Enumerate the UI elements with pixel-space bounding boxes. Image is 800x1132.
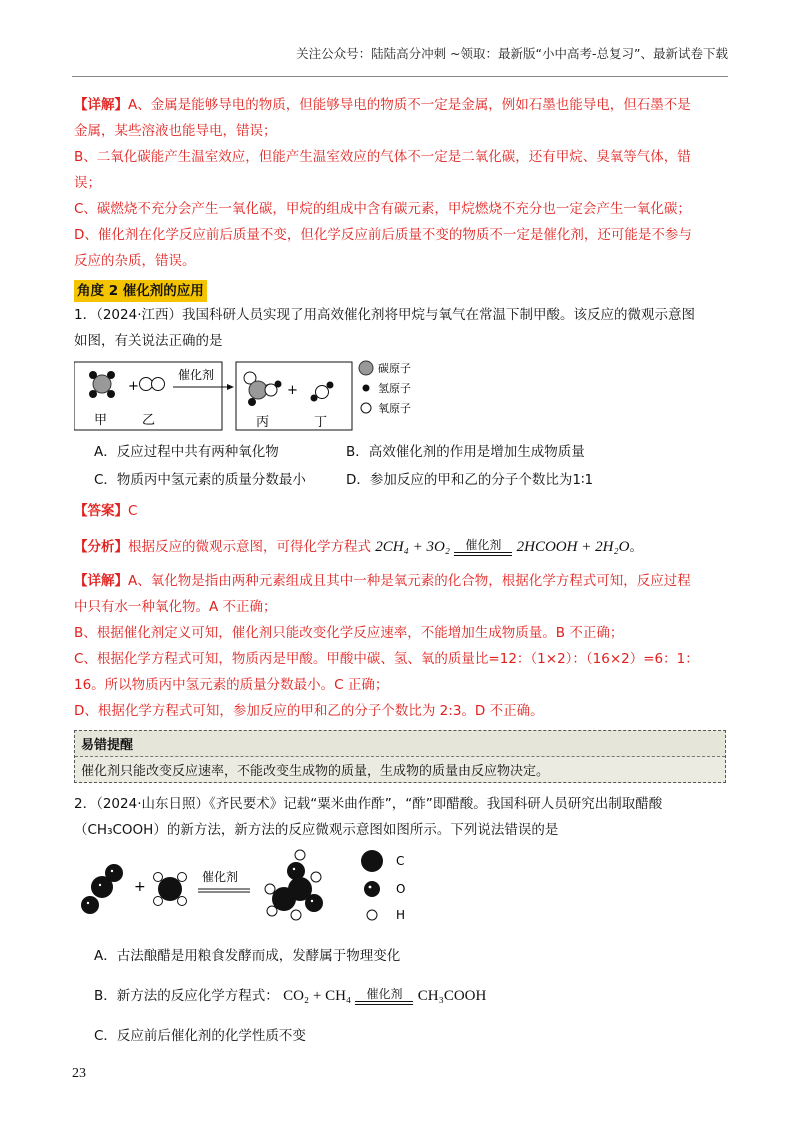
legend-oxygen: 氧原子: [378, 402, 411, 415]
q1-option-c[interactable]: C．物质丙中氢元素的质量分数最小: [94, 472, 306, 488]
q1-plus-2: +: [287, 383, 298, 398]
legend-carbon: 碳原子: [378, 362, 411, 375]
explain-c: C、碳燃烧不充分会产生一氧化碳，甲烷的组成中含有碳元素，甲烷燃烧不充分也一定会产生一氧化碳；: [74, 201, 691, 217]
explain-d-line1: D、催化剂在化学反应前后质量不变，但化学反应前后质量不变的物质不一定是催化剂，还可能是不参与: [74, 227, 692, 243]
co2-molecule: [81, 864, 123, 914]
acetic-acid-molecule: [265, 850, 323, 920]
main-content: [74, 92, 726, 1049]
header-divider: [72, 76, 728, 77]
page-header: 关注公众号：陆陆高分冲刺 ~领取：最新版“小中高考-总复习”、最新试卷下载: [296, 46, 728, 61]
q2-stem-line1: 2．（2024·山东日照）《齐民要术》记载“粟米曲作酢”，“酢”即醋酸。我国科研人员研究出制取醋酸: [74, 796, 663, 812]
q1-stem-line1: 1．（2024·江西）我国科研人员实现了用高效催化剂将甲烷与氧气在常温下制甲酸。该反应的微观示意图: [74, 307, 695, 323]
error-tip-box: [74, 730, 726, 783]
c-legend-icon: [361, 850, 383, 872]
q2-figure: [74, 847, 726, 937]
q1-figure: [74, 360, 726, 436]
q1-options: [94, 438, 726, 494]
ch4-molecule: [154, 873, 187, 906]
q1-plus-1: +: [128, 379, 139, 394]
explain-b-line1: B、二氧化碳能产生温室效应，但能产生温室效应的气体不一定是二氧化碳，还有甲烷、臭氧等气体，错: [74, 149, 691, 165]
q1-equation-left: 2CH₄ + 3O₂: [375, 539, 451, 555]
q1-equation-arrow: 催化剂: [454, 538, 512, 556]
q2-option-a[interactable]: A．古法酿醋是用粮食发酵而成，发酵属于物理变化: [94, 948, 401, 964]
label-ding: 丁: [314, 415, 328, 430]
error-tip-body: 催化剂只能改变反应速率，不能改变生成物的质量，生成物的质量由反应物决定。: [81, 764, 550, 779]
q1-detail-c-line1: C、根据化学方程式可知，物质丙是甲酸。甲酸中碳、氢、氧的质量比=12：（1×2）：（16×2）=6：1：: [74, 651, 699, 667]
q1-detail-a-line1: 【详解】A、氧化物是指由两种元素组成且其中一种是氧元素的化合物，根据化学方程式可知，反应过程: [74, 573, 691, 589]
q1-option-a[interactable]: A．反应过程中共有两种氧化物: [94, 444, 279, 460]
q2-catalyst-label: 催化剂: [202, 870, 239, 884]
q2-equation-arrow: 催化剂: [355, 987, 413, 1005]
q1-detail-b: B、根据催化剂定义可知，催化剂只能改变化学反应速率，不能增加生成物质量。B 不正确；: [74, 625, 624, 641]
hydrogen-legend-icon: [363, 385, 370, 392]
q2-stem-line2: （CH₃COOH）的新方法，新方法的反应微观示意图如图所示。下列说法错误的是: [74, 822, 559, 838]
q2-option-c[interactable]: C．反应前后催化剂的化学性质不变: [94, 1028, 306, 1044]
explain-d-line2: 反应的杂质，错误。: [74, 253, 196, 269]
q1-analysis: 【分析】根据反应的微观示意图，可得化学方程式 2CH₄ + 3O₂ 催化剂 2HCOOH + 2H₂O。: [74, 538, 643, 555]
error-tip-title: 易错提醒: [75, 731, 725, 757]
explain-b-line2: 误；: [74, 175, 101, 191]
explain-a-line2: 金属，某些溶液也能导电，错误；: [74, 123, 277, 139]
legend-c: C: [396, 854, 405, 868]
q2-reaction-diagram: [74, 847, 474, 937]
q1-detail-d: D、根据化学方程式可知，参加反应的甲和乙的分子个数比为 2:3。D 不正确。: [74, 703, 544, 719]
legend-h: H: [396, 908, 406, 922]
q1-stem-line2: 如图，有关说法正确的是: [74, 333, 223, 349]
label-yi: 乙: [142, 413, 156, 428]
carbon-legend-icon: [359, 361, 373, 375]
q1-detail-a-line2: 中只有水一种氧化物。A 不正确；: [74, 599, 277, 615]
label-jia: 甲: [94, 413, 108, 428]
legend-hydrogen: 氢原子: [378, 382, 411, 395]
q1-detail-c-line2: 16。所以物质丙中氢元素的质量分数最小。C 正确；: [74, 677, 389, 693]
o-legend-icon: [364, 881, 380, 897]
q1-option-b[interactable]: B．高效催化剂的作用是增加生成物质量: [346, 444, 585, 460]
explain-a-line1: 【详解】A、金属是能够导电的物质，但能够导电的物质不一定是金属，例如石墨也能导电，但石墨不是: [74, 97, 691, 113]
q1-legend: [359, 361, 411, 415]
q2-option-b[interactable]: B．新方法的反应化学方程式： CO₂ + CH₄ 催化剂 CH₃COOH: [94, 987, 487, 1004]
h-legend-icon: [367, 910, 377, 920]
legend-o: O: [396, 882, 406, 896]
q1-reaction-diagram: [74, 360, 474, 436]
q2-legend: [361, 850, 405, 922]
q1-option-d[interactable]: D．参加反应的甲和乙的分子个数比为1∶1: [346, 472, 594, 488]
q1-answer: 【答案】C: [74, 503, 138, 519]
label-bing: 丙: [256, 415, 270, 430]
q1-equation-right: 2HCOOH + 2H₂O: [516, 539, 630, 555]
q1-catalyst-label: 催化剂: [178, 368, 215, 382]
oxygen-legend-icon: [361, 403, 371, 413]
page-number: 23: [72, 1066, 86, 1081]
q2-plus: +: [134, 879, 146, 895]
section-title: 角度 2 催化剂的应用: [74, 280, 207, 302]
